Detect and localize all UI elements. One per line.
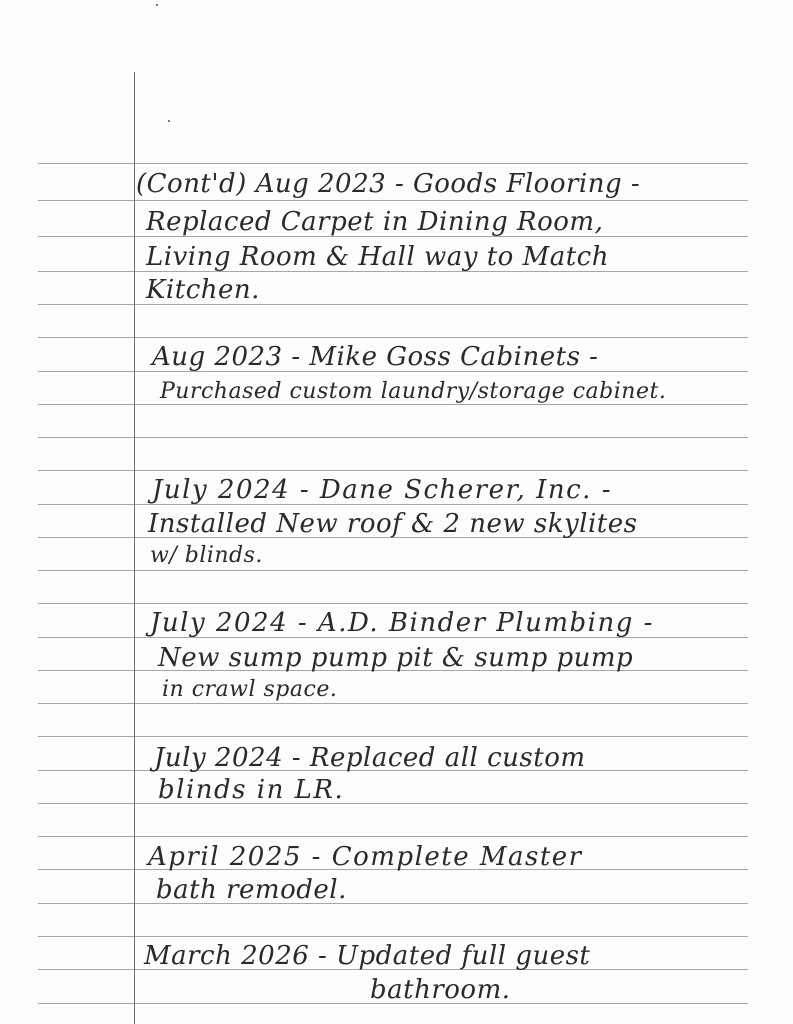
entry-3-line-2: Installed New roof & 2 new skylites — [148, 509, 638, 539]
ruled-line — [38, 603, 748, 604]
entry-4-line-2: New sump pump pit & sump pump — [158, 643, 634, 673]
ruled-line — [38, 304, 748, 305]
entry-1-line-4: Kitchen. — [146, 275, 260, 305]
entry-7-line-1: March 2026 - Updated full guest — [144, 941, 591, 971]
ruled-line — [38, 163, 748, 164]
entry-3-line-3: w/ blinds. — [150, 543, 263, 568]
entry-5-line-1: July 2024 - Replaced all custom — [154, 743, 586, 773]
entry-4-line-3: in crawl space. — [162, 677, 338, 702]
ruled-line — [38, 936, 748, 937]
ruled-line — [38, 836, 748, 837]
ruled-line — [38, 803, 748, 804]
ruled-line — [38, 437, 748, 438]
entry-5-line-2: blinds in LR. — [158, 775, 345, 805]
ruled-line — [38, 470, 748, 471]
entry-1-line-2: Replaced Carpet in Dining Room, — [146, 207, 604, 237]
speck — [156, 4, 158, 6]
ruled-line — [38, 200, 748, 201]
entry-6-line-1: April 2025 - Complete Master — [148, 842, 583, 872]
entry-1-line-3: Living Room & Hall way to Match — [146, 242, 609, 272]
ruled-line — [38, 703, 748, 704]
entry-2-line-2: Purchased custom laundry/storage cabinet. — [160, 379, 667, 404]
ruled-line — [38, 736, 748, 737]
entry-3-line-1: July 2024 - Dane Scherer, Inc. - — [152, 475, 612, 505]
margin-line — [134, 72, 135, 1024]
ruled-line — [38, 337, 748, 338]
ruled-line — [38, 570, 748, 571]
entry-6-line-2: bath remodel. — [156, 875, 347, 905]
ruled-line — [38, 903, 748, 904]
speck — [168, 120, 170, 122]
entry-2-line-1: Aug 2023 - Mike Goss Cabinets - — [152, 342, 599, 372]
entry-7-line-2: bathroom. — [370, 975, 511, 1005]
entry-1-line-1: (Cont'd) Aug 2023 - Goods Flooring - — [136, 169, 641, 199]
entry-4-line-1: July 2024 - A.D. Binder Plumbing - — [150, 608, 654, 638]
